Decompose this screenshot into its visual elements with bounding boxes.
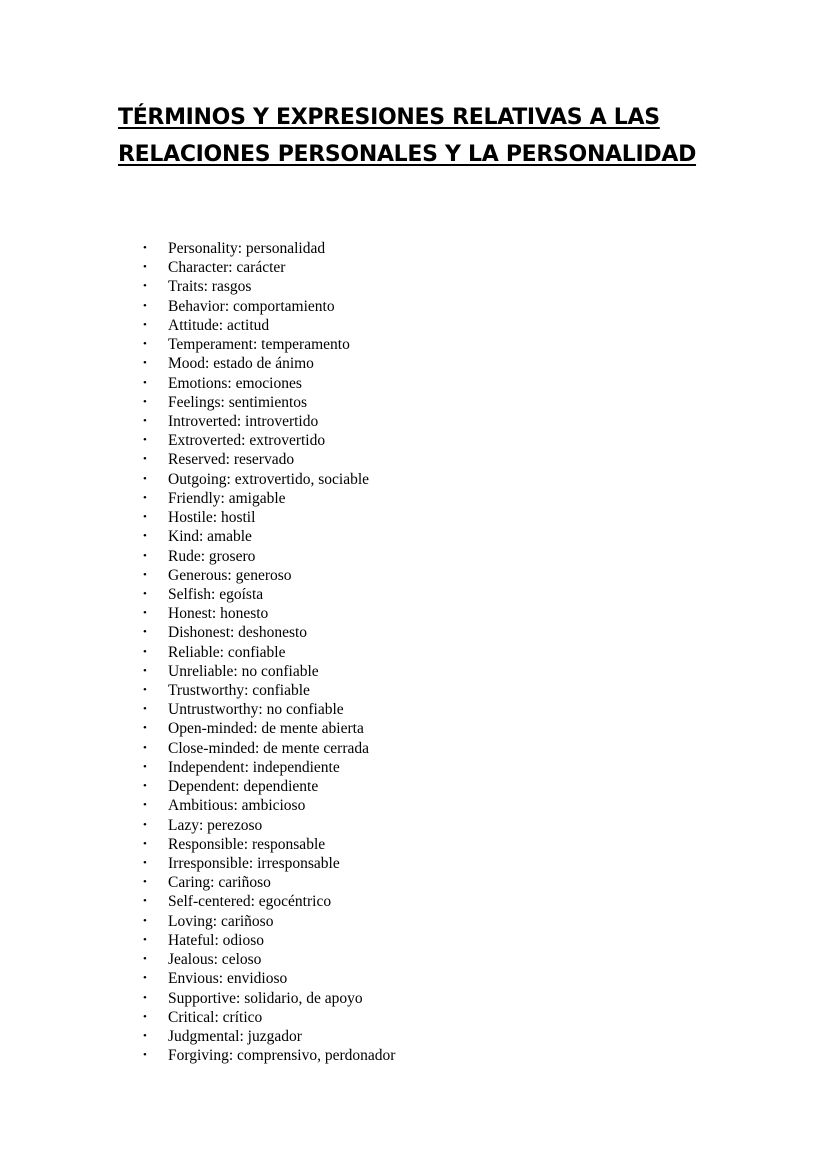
bullet-icon: • bbox=[143, 530, 147, 543]
term-text: Loving: cariñoso bbox=[168, 912, 274, 930]
term-text: Introverted: introvertido bbox=[168, 412, 319, 430]
bullet-icon: • bbox=[143, 318, 147, 331]
bullet-icon: • bbox=[143, 933, 147, 946]
term-text: Emotions: emociones bbox=[168, 374, 302, 392]
bullet-icon: • bbox=[143, 395, 147, 408]
bullet-icon: • bbox=[143, 722, 147, 735]
term-text: Close-minded: de mente cerrada bbox=[168, 739, 369, 757]
term-text: Behavior: comportamiento bbox=[168, 297, 335, 315]
bullet-icon: • bbox=[143, 741, 147, 754]
term-text: Attitude: actitud bbox=[168, 316, 270, 334]
bullet-icon: • bbox=[143, 587, 147, 600]
bullet-icon: • bbox=[143, 261, 147, 274]
term-text: Hateful: odioso bbox=[168, 931, 264, 949]
bullet-icon: • bbox=[143, 876, 147, 889]
document-title bbox=[118, 99, 696, 173]
bullet-icon: • bbox=[143, 357, 147, 370]
term-text: Judgmental: juzgador bbox=[168, 1027, 302, 1045]
term-text: Extroverted: extrovertido bbox=[168, 432, 326, 450]
term-text: Selfish: egoísta bbox=[168, 585, 264, 603]
term-text: Personality: personalidad bbox=[168, 240, 326, 257]
bullet-icon: • bbox=[143, 568, 147, 581]
bullet-icon: • bbox=[143, 837, 147, 850]
bullet-icon: • bbox=[143, 664, 147, 677]
bullet-icon: • bbox=[143, 338, 147, 351]
bullet-icon: • bbox=[143, 760, 147, 773]
term-text: Untrustworthy: no confiable bbox=[168, 701, 344, 719]
bullet-icon: • bbox=[143, 684, 147, 697]
term-text: Irresponsible: irresponsable bbox=[168, 855, 340, 872]
document-title-line-1: TÉRMINOS Y EXPRESIONES RELATIVAS A LAS bbox=[118, 105, 660, 130]
bullet-icon: • bbox=[143, 991, 147, 1004]
term-text: Feelings: sentimientos bbox=[168, 393, 308, 411]
term-text: Caring: cariñoso bbox=[168, 874, 271, 892]
term-text: Envious: envidioso bbox=[168, 970, 288, 988]
term-text: Honest: honesto bbox=[168, 605, 269, 623]
bullet-icon: • bbox=[143, 376, 147, 389]
bullet-icon: • bbox=[143, 280, 147, 293]
bullet-icon: • bbox=[143, 491, 147, 504]
term-text: Independent: independiente bbox=[168, 758, 340, 776]
term-text: Kind: amable bbox=[168, 528, 252, 546]
term-text: Dishonest: deshonesto bbox=[168, 624, 308, 642]
bullet-icon: • bbox=[143, 434, 147, 447]
term-text: Mood: estado de ánimo bbox=[168, 355, 314, 373]
bullet-icon: • bbox=[143, 299, 147, 312]
term-text: Generous: generoso bbox=[168, 566, 292, 584]
term-text: Traits: rasgos bbox=[168, 278, 252, 296]
bullet-icon: • bbox=[143, 895, 147, 908]
bullet-icon: • bbox=[143, 1010, 147, 1023]
term-text: Supportive: solidario, de apoyo bbox=[168, 989, 363, 1007]
bullet-icon: • bbox=[143, 626, 147, 639]
term-text: Friendly: amigable bbox=[168, 489, 286, 507]
term-text: Temperament: temperamento bbox=[168, 336, 350, 354]
term-text: Forgiving: comprensivo, perdonador bbox=[168, 1047, 396, 1065]
term-text: Open-minded: de mente abierta bbox=[168, 720, 364, 738]
document-title-line-2: RELACIONES PERSONALES Y LA PERSONALIDAD bbox=[118, 142, 697, 167]
bullet-icon: • bbox=[143, 414, 147, 427]
bullet-icon: • bbox=[143, 453, 147, 466]
bullet-icon: • bbox=[143, 549, 147, 562]
bullet-icon: • bbox=[143, 972, 147, 985]
bullet-icon: • bbox=[143, 703, 147, 716]
bullet-icon: • bbox=[143, 953, 147, 966]
bullet-icon: • bbox=[143, 799, 147, 812]
term-text: Trustworthy: confiable bbox=[168, 682, 310, 700]
term-text: Hostile: hostil bbox=[168, 509, 256, 527]
bullet-icon: • bbox=[143, 607, 147, 620]
term-text: Lazy: perezoso bbox=[168, 816, 263, 834]
term-text: Responsible: responsable bbox=[168, 835, 326, 853]
bullet-icon: • bbox=[143, 818, 147, 831]
term-text: Self-centered: egocéntrico bbox=[168, 893, 332, 911]
bullet-icon: • bbox=[143, 1049, 147, 1062]
bullet-icon: • bbox=[143, 914, 147, 927]
bullet-icon: • bbox=[143, 1029, 147, 1042]
term-text: Jealous: celoso bbox=[168, 951, 262, 969]
term-text: Reserved: reservado bbox=[168, 451, 295, 469]
term-text: Unreliable: no confiable bbox=[168, 662, 319, 680]
bullet-icon: • bbox=[143, 242, 147, 254]
term-text: Outgoing: extrovertido, sociable bbox=[168, 470, 370, 488]
term-text: Dependent: dependiente bbox=[168, 778, 319, 796]
bullet-icon: • bbox=[143, 511, 147, 524]
term-text: Reliable: confiable bbox=[168, 643, 286, 661]
bullet-icon: • bbox=[143, 857, 147, 869]
term-text: Character: carácter bbox=[168, 259, 286, 277]
bullet-icon: • bbox=[143, 472, 147, 485]
bullet-icon: • bbox=[143, 645, 147, 658]
term-text: Rude: grosero bbox=[168, 547, 256, 565]
term-text: Critical: crítico bbox=[168, 1008, 263, 1026]
bullet-icon: • bbox=[143, 780, 147, 793]
term-text: Ambitious: ambicioso bbox=[168, 797, 306, 815]
